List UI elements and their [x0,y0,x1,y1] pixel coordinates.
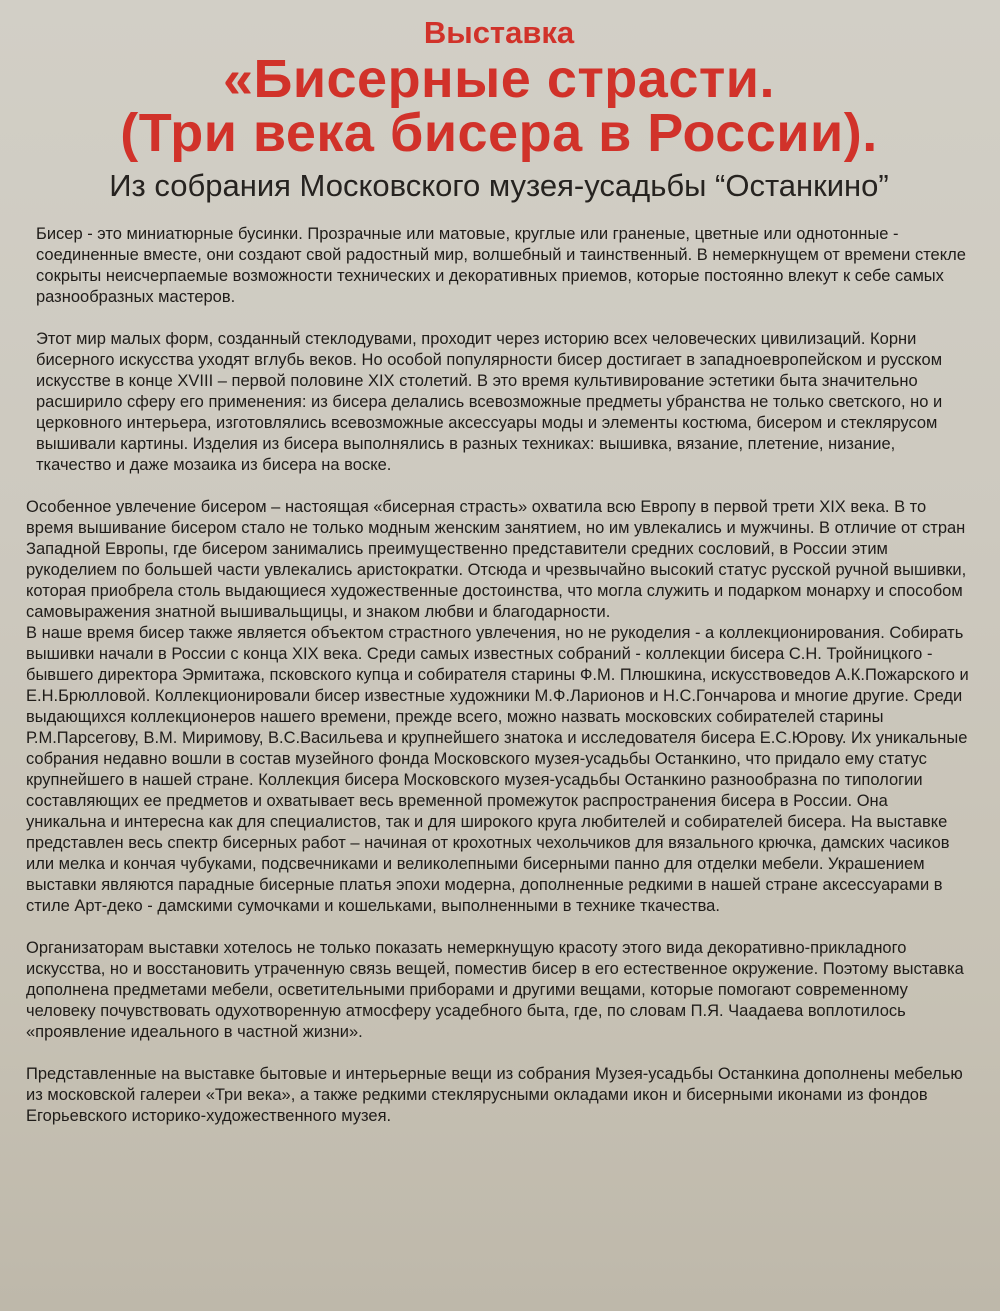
paragraph-collections: В наше время бисер также является объектом страстного увлечения, но не рукоделия - а коллекционирования. Собирать вышивки начали в России с конца XIX века. Среди самых известных собраний - коллекции бисера С.Н. Тройницкого - бывшего директора Эрмитажа, псковского купца и собирателя старины Ф.М. Плюшкина, искусствоведов А.К.Пожарского и Е.Н.Брюлловой. Коллекционировали бисер известные художники М.Ф.Ларионов и Н.С.Гончарова и многие другие. Среди выдающихся коллекционеров нашего времени, прежде всего, можно назвать московских собирателей старины Р.М.Парсегову, В.М. Миримову, В.С.Васильева и крупнейшего знатока и исследователя бисера Е.С.Юрову. Их уникальные собрания недавно вошли в состав музейного фонда Московского музея-усадьбы Останкино, что придало ему статус крупнейшего в нашей стране. Коллекция бисера Московского музея-усадьбы Останкино разнообразна по типологии составляющих ее предметов и охватывает весь временной промежуток распространения бисера в России. Она уникальна и интересна как для специалистов, так и для широкого круга любителей и собирателей бисера. На выставке представлен весь спектр бисерных работ – начиная от крохотных чехольчиков для вязального крючка, дамских часиков или мелка и кончая чубуками, подсвечниками и великолепными бисерными панно для отделки мебели. Украшением выставки являются парадные бисерные платья эпохи модерна, дополненные редкими в нашей стране аксессуарами в стиле Арт-деко - дамскими сумочками и кошельками, выполненными в технике ткачества. [26,624,969,915]
exhibition-subtitle: Из собрания Московского музея-усадьбы “Останкино” [109,168,889,203]
exhibition-title-line-2: (Три века бисера в России). [120,103,878,163]
paragraph-organizers: Организаторам выставки хотелось не только показать немеркнущую красоту этого вида декоративно-прикладного искусства, но и восстановить утраченную связь вещей, поместив бисер в его естественное окружение. Поэтому выставка дополнена предметами мебели, осветительными приборами и другими вещами, которые помогают современному человеку почувствовать одухотворенную атмосферу усадебного быта, где, по словам П.Я. Чаадаева воплотилось «проявление идеального в частной жизни». [26,939,964,1041]
paragraph-history: Этот мир малых форм, созданный стеклодувами, проходит через историю всех человеческих цивилизаций. Корни бисерного искусства уходят вглубь веков. Но особой популярности бисер достигает в западноевропейском и русском искусстве в конце XVIII – первой половине XIX столетий. В это время культивирование эстетики быта значительно расширило сферу его применения: из бисера делались всевозможные предметы убранства не только светского, но и церковного интерьера, изготовлялись всевозможные аксессуары моды и элементы костюма, бисером и стеклярусом вышивали картины. Изделия из бисера выполнялись в разных техниках: вышивка, вязание, плетение, низание, ткачество и даже мозаика из бисера на воске. [36,330,943,474]
exhibition-kicker: Выставка [423,15,575,50]
paragraph-intro: Бисер - это миниатюрные бусинки. Прозрачные или матовые, круглые или граненые, цветные или однотонные - соединенные вместе, они создают свой радостный мир, волшебный и таинственный. В немеркнущем от времени стекле сокрыты неисчерпаемые возможности технических и декоративных приемов, которые постоянно влекут к себе самых разнообразных мастеров. [36,225,966,306]
paragraph-exhibits: Представленные на выставке бытовые и интерьерные вещи из собрания Музея-усадьбы Останкина дополнены мебелью из московской галереи «Три века», а также редкими стеклярусными окладами икон и бисерными иконами из фондов Егорьевского историко-художественного музея. [26,1065,963,1125]
poster-body [26,224,972,1127]
paragraph-passion: Особенное увлечение бисером – настоящая «бисерная страсть» охватила всю Европу в первой трети XIX века. В то время вышивание бисером стало не только модным женским занятием, но им увлекались и мужчины. В отличие от стран Западной Европы, где бисером занимались преимущественно представители средних сословий, в России этим рукоделием по большей части увлекались аристократки. Отсюда и чрезвычайно высокий статус русской ручной вышивки, которая приобрела столь выдающиеся художественные достоинства, что могла служить и подарком монарху и способом самовыражения знатной вышивальщицы, и знаком любви и благодарности. [26,498,967,621]
exhibition-title-line-1: «Бисерные страсти. [222,49,776,109]
poster-header [26,14,972,206]
